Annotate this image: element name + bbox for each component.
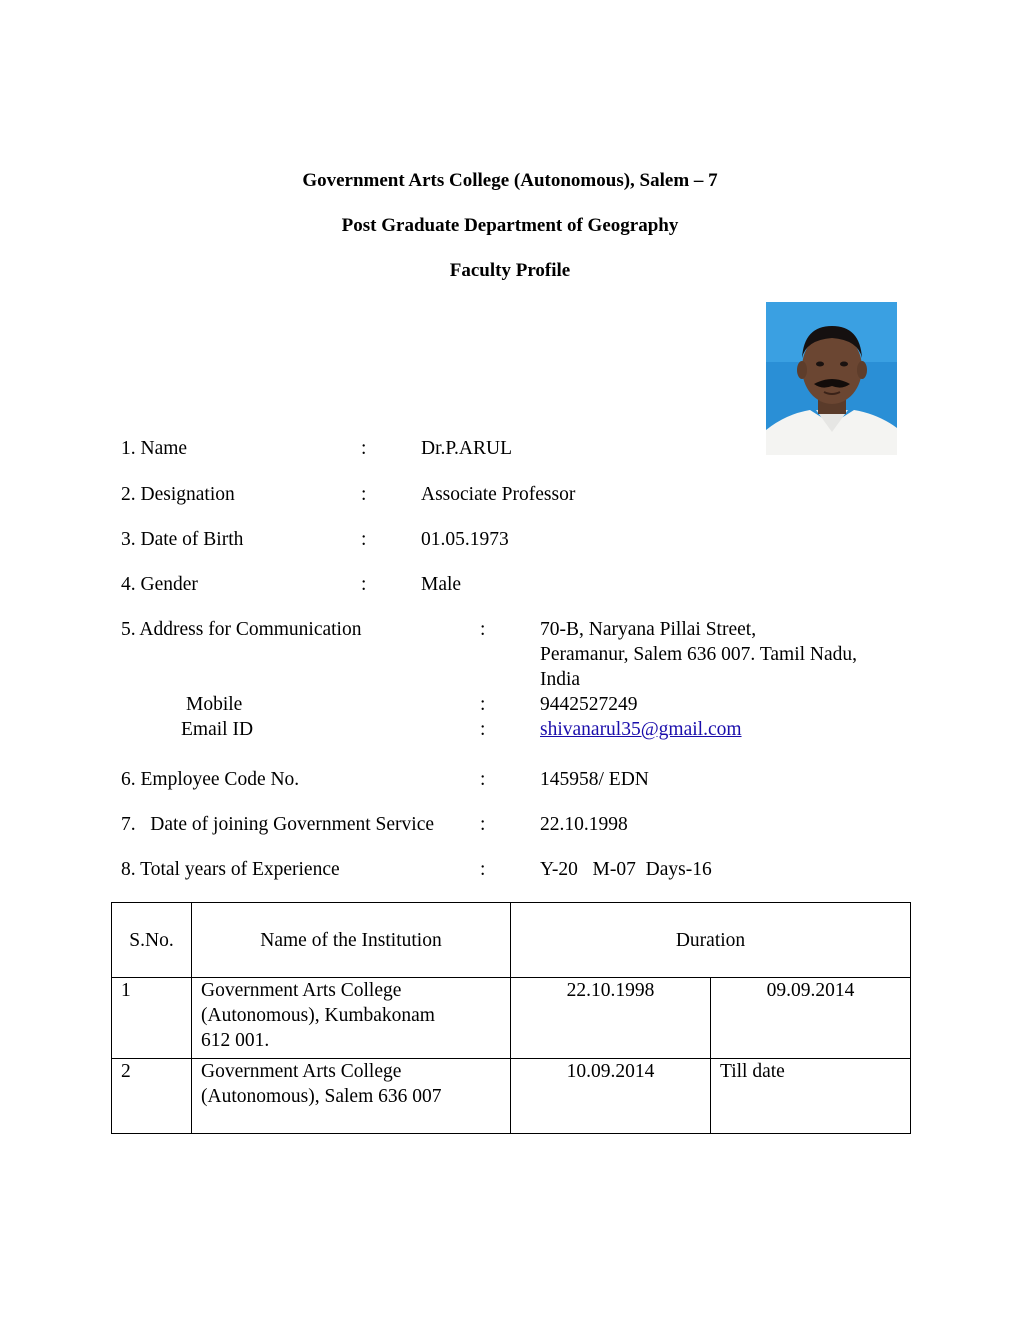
header-sno: S.No. (112, 903, 192, 978)
address-colon: : (480, 619, 486, 640)
gender-colon: : (361, 574, 367, 595)
joining-date-value: 22.10.1998 (540, 814, 628, 835)
designation-value: Associate Professor (421, 484, 576, 505)
joining-date-label: 7. Date of joining Government Service (121, 814, 434, 835)
table-row (112, 1059, 911, 1134)
institution-line: Government Arts College (201, 1061, 402, 1082)
portrait-icon (766, 302, 897, 455)
designation-label: 2. Designation (121, 484, 235, 505)
email-link[interactable]: shivanarul35@gmail.com (540, 719, 742, 740)
dob-value: 01.05.1973 (421, 529, 509, 550)
employee-code-colon: : (480, 769, 486, 790)
institution-line: 612 001. (201, 1030, 270, 1051)
institution-line: Government Arts College (201, 980, 402, 1001)
mobile-value: 9442527249 (540, 694, 638, 715)
name-value: Dr.P.ARUL (421, 438, 513, 459)
dob-label: 3. Date of Birth (121, 529, 244, 550)
experience-colon: : (480, 859, 486, 880)
document-title: Faculty Profile (449, 260, 571, 281)
name-label: 1. Name (121, 438, 188, 459)
row-to-date: Till date (711, 1059, 911, 1134)
name-colon: : (361, 438, 367, 459)
row-institution (192, 978, 511, 1059)
gender-label: 4. Gender (121, 574, 198, 595)
gender-value: Male (421, 574, 462, 595)
header-institution: Name of the Institution (192, 903, 511, 978)
employee-code-value: 145958/ EDN (540, 769, 649, 790)
email-colon: : (480, 719, 486, 740)
row-from-date: 10.09.2014 (511, 1059, 711, 1134)
joining-date-colon: : (480, 814, 486, 835)
row-institution (192, 1059, 511, 1134)
address-label: 5. Address for Communication (121, 619, 362, 640)
dob-colon: : (361, 529, 367, 550)
department-title: Post Graduate Department of Geography (341, 215, 679, 236)
college-title: Government Arts College (Autonomous), Salem – 7 (302, 170, 718, 191)
designation-colon: : (361, 484, 367, 505)
faculty-photo (766, 302, 897, 455)
mobile-colon: : (480, 694, 486, 715)
row-from-date: 22.10.1998 (511, 978, 711, 1059)
institution-line: (Autonomous), Salem 636 007 (201, 1086, 442, 1107)
experience-table (111, 902, 911, 1134)
email-label: Email ID (181, 719, 254, 740)
row-to-date: 09.09.2014 (711, 978, 911, 1059)
employee-code-label: 6. Employee Code No. (121, 769, 300, 790)
experience-label: 8. Total years of Experience (121, 859, 340, 880)
experience-value: Y-20 M-07 Days-16 (540, 859, 712, 880)
header-duration: Duration (511, 903, 911, 978)
row-sno: 1 (112, 978, 192, 1059)
institution-line: (Autonomous), Kumbakonam (201, 1005, 435, 1026)
mobile-label: Mobile (186, 694, 243, 715)
address-line-3: India (540, 669, 581, 690)
table-header-row (112, 903, 911, 978)
address-line-1: 70-B, Naryana Pillai Street, (540, 619, 757, 640)
address-line-2: Peramanur, Salem 636 007. Tamil Nadu, (540, 644, 858, 665)
table-row (112, 978, 911, 1059)
row-sno: 2 (112, 1059, 192, 1134)
